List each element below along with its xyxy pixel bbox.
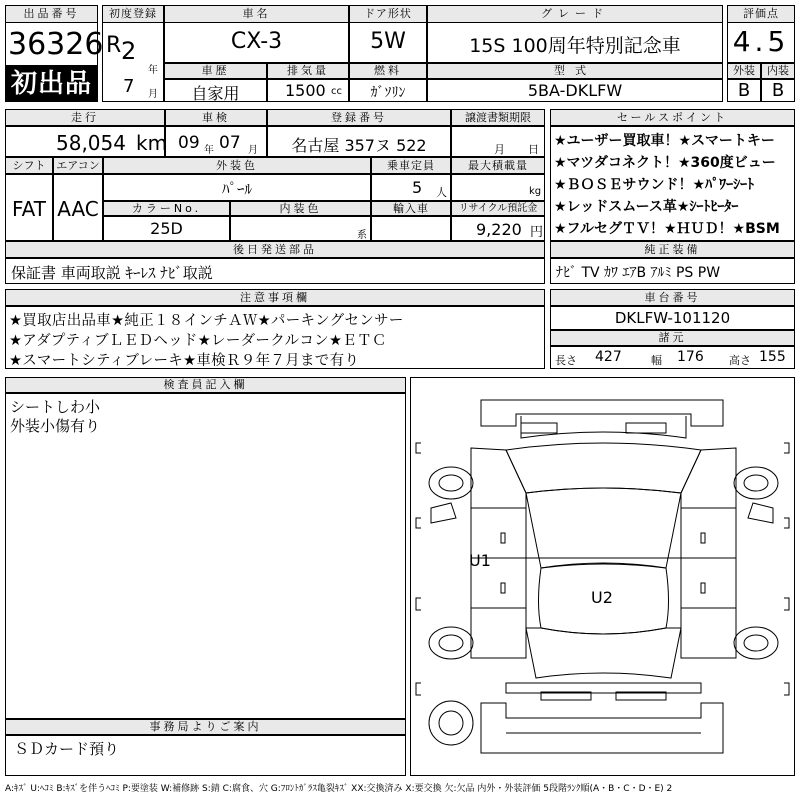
specs-box (550, 346, 795, 369)
specs-label: 諸元 (550, 330, 795, 346)
first-reg-year: 2 (121, 37, 137, 65)
first-reg-box (102, 22, 164, 102)
mileage-label: 走行 (5, 109, 165, 126)
rating-value: 4.5 (732, 25, 790, 58)
recycle-value: 9,220 (476, 220, 522, 239)
grade-box (427, 22, 723, 63)
aircon-value: AAC (57, 197, 99, 221)
legend-text: A:ｷｽﾞ U:ﾍｺﾐ B:ｷｽﾞを伴うﾍｺﾐ P:要塗装 W:補修跡 S:錆 C:腐食、穴 G:ﾌﾛﾝﾄｶﾞﾗｽ亀裂ｷｽﾞ XX:交換済み X:要交換 欠:欠品 内外・外装評価 5段階ﾗﾝｸ順(A・B・C・D・E) 2 (5, 784, 673, 794)
inspection-label: 車検 (165, 109, 267, 126)
inspector-label: 検査員記入欄 (5, 377, 406, 393)
specs-width-label: 幅 (651, 354, 662, 367)
first-reg-month: 7 (123, 76, 135, 97)
mileage-value: 58,054 (56, 131, 126, 155)
inspector-line: 外装小傷有り (10, 417, 101, 435)
load-label: 最大積載量 (451, 157, 545, 174)
equipment-label: 純正装備 (550, 241, 795, 258)
plate-value: 名古屋 357ヌ 522 (291, 136, 427, 155)
transfer-day-unit: 日 (528, 143, 539, 156)
aircon-label: エアコン (53, 157, 103, 174)
lot-number: 36326 (8, 27, 104, 62)
import-box (371, 216, 451, 241)
sales-point-line: ★マツダコネクト！★360度ビュー (554, 155, 776, 171)
rating-box (727, 22, 795, 63)
inspection-month: 07 (219, 133, 241, 153)
shift-label: シフト (5, 157, 53, 174)
door-value: 5W (370, 29, 406, 54)
equipment-box (550, 258, 795, 284)
mileage-box (5, 126, 168, 157)
sales-points-box (550, 126, 795, 241)
ext-color-label: 外装色 (103, 157, 371, 174)
displacement-value: 1500 (285, 81, 326, 100)
first-listing-badge (5, 66, 98, 102)
rating-ext-value: B (737, 80, 751, 101)
first-reg-era: R (106, 33, 122, 58)
recycle-box (451, 216, 545, 241)
chassis-box (550, 306, 795, 330)
chassis-value: DKLFW-101120 (614, 309, 731, 327)
color-no-box (103, 216, 230, 241)
rating-label: 評価点 (727, 5, 795, 23)
displacement-box (267, 79, 349, 102)
first-reg-label: 初度登録 (102, 5, 164, 23)
specs-length-label: 長さ (555, 354, 577, 367)
plate-label: 登録番号 (267, 109, 451, 126)
damage-diagram (410, 377, 795, 776)
first-reg-month-unit: 月 (148, 89, 158, 100)
office-label: 事務局よりご案内 (5, 719, 406, 735)
office-box (5, 735, 406, 776)
fuel-label: 燃料 (349, 63, 427, 79)
parts-later-value: 保証書 車両取説 ｷｰﾚｽ ﾅﾋﾞ取説 (11, 264, 213, 282)
mileage-unit: km (136, 131, 168, 155)
aircon-box (53, 174, 103, 241)
transfer-label: 譲渡書類期限 (451, 109, 545, 126)
door-box (349, 22, 427, 63)
parts-later-label: 後日発送部品 (5, 241, 545, 258)
capacity-box (371, 174, 451, 201)
fuel-box (349, 79, 427, 102)
history-label: 車歴 (164, 63, 267, 79)
damage-mark-u2: U2 (591, 588, 613, 607)
sales-points-label: セールスポイント (550, 109, 795, 126)
recycle-unit: 円 (530, 225, 544, 240)
model-code-box (427, 79, 723, 102)
first-listing-text: 初出品 (10, 69, 92, 99)
notes-label: 注意事項欄 (5, 289, 545, 306)
recycle-label: リサイクル預託金 (451, 201, 545, 216)
sales-point-line: ★ユーザー買取車！★スマートキー (554, 133, 775, 149)
int-color-unit: 系 (357, 230, 367, 241)
inspection-box (165, 126, 267, 157)
inspector-box (5, 393, 406, 719)
rating-ext-label: 外装 (727, 63, 761, 79)
car-name-box (164, 22, 349, 63)
load-unit: kg (529, 186, 542, 197)
import-label: 輸入車 (371, 201, 451, 216)
grade-value: 15S 100周年特別記念車 (469, 35, 681, 57)
color-no-value: 25D (150, 219, 183, 238)
capacity-value: 5 (412, 178, 423, 197)
sales-point-line: ★ＢＯＳＥサウンド！★ﾊﾟﾜｰｼｰﾄ (554, 177, 755, 193)
lot-number-box (5, 22, 104, 66)
displacement-unit: cc (331, 86, 342, 97)
notes-line: ★アダプティブＬＥＤヘッド★レーダークルコン★ＥＴＣ (9, 333, 387, 349)
inspection-month-unit: 月 (248, 145, 258, 156)
damage-mark-u1: U1 (469, 551, 491, 570)
shift-value: FAT (11, 197, 46, 221)
equipment-value: ﾅﾋﾞ TV ｶﾜ ｴｱB ｱﾙﾐ PS PW (556, 265, 721, 281)
rating-int-box (761, 79, 795, 102)
ext-color-box (103, 174, 371, 201)
specs-width-value: 176 (677, 349, 704, 365)
chassis-label: 車台番号 (550, 289, 795, 306)
rating-ext-box (727, 79, 761, 102)
history-box (164, 79, 267, 102)
int-color-label: 内装色 (230, 201, 371, 216)
capacity-label: 乗車定員 (371, 157, 451, 174)
notes-line: ★スマートシティブレーキ★車検Ｒ９年７月まで有り (9, 353, 360, 369)
shift-box (5, 174, 53, 241)
sales-point-line: ★レッドスムース革★ｼｰﾄﾋｰﾀｰ (554, 199, 739, 215)
model-code-label: 型式 (427, 63, 723, 79)
transfer-box (451, 126, 545, 157)
inspector-line: シートしわ小 (10, 398, 101, 416)
car-diagram-drawing (411, 378, 794, 775)
inspection-year-unit: 年 (204, 145, 214, 156)
load-box (451, 174, 545, 201)
specs-height-value: 155 (759, 349, 786, 365)
ext-color-value: ﾊﾟｰﾙ (221, 180, 252, 198)
door-label: ドア形状 (349, 5, 427, 23)
capacity-unit: 人 (436, 186, 447, 199)
specs-height-label: 高さ (729, 354, 751, 367)
grade-label: グレード (427, 5, 723, 23)
parts-later-box (5, 258, 545, 284)
rating-int-label: 内装 (761, 63, 795, 79)
car-name-value: CX-3 (230, 29, 283, 54)
history-value: 自家用 (191, 84, 240, 103)
transfer-month-unit: 月 (494, 143, 505, 156)
inspection-year: 09 (178, 133, 200, 153)
fuel-value: ｶﾞｿﾘﾝ (370, 85, 406, 101)
specs-length-value: 427 (595, 349, 622, 365)
first-reg-year-unit: 年 (148, 65, 158, 76)
car-name-label: 車名 (164, 5, 349, 23)
color-no-label: カラーNo. (103, 201, 230, 216)
sales-point-line: ★フルセグＴＶ！★ＨＵＤ！★BSM (554, 221, 780, 237)
displacement-label: 排気量 (267, 63, 349, 79)
notes-line: ★買取店出品車★純正１８インチＡＷ★パーキングセンサー (9, 313, 404, 329)
int-color-box (230, 216, 371, 241)
model-code-value: 5BA-DKLFW (527, 81, 623, 100)
rating-int-value: B (771, 80, 785, 101)
notes-box (5, 306, 545, 369)
office-value: ＳＤカード預り (14, 740, 120, 758)
plate-box (267, 126, 451, 157)
lot-label: 出品番号 (5, 5, 98, 23)
